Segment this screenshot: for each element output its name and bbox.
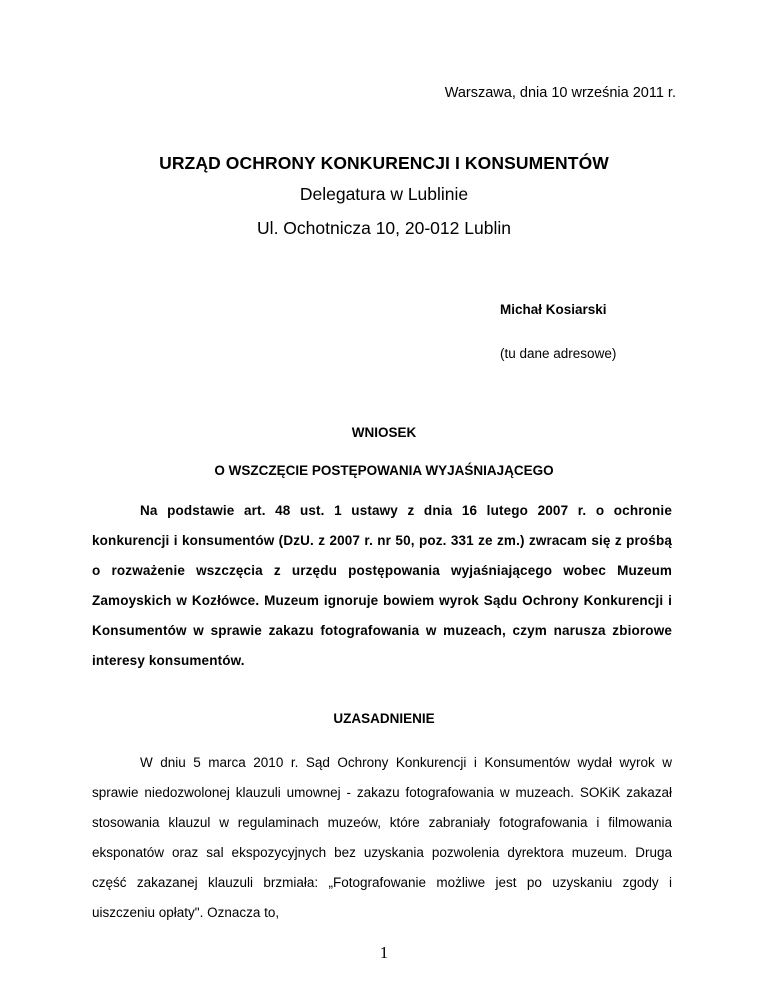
justification-body-text: W dniu 5 marca 2010 r. Sąd Ochrony Konkurencji i Konsumentów wydał wyrok w sprawie niedozwolonej klauzuli umownej - zakazu fotografowania w muzeach. SOKiK zakazał stosowania klauzul w regulaminach muzeów, które zabraniały fotografowania i filmowania eksponatów oraz sal ekspozycyjnych bez uzyskania pozwolenia dyrektora muzeum. Druga część zakazanej klauzuli brzmiała: „Fotografowanie możliwe jest po uzyskaniu zgody i uiszczeniu opłaty". Oznacza to, (92, 755, 672, 920)
office-delegation: Delegatura w Lublinie (299, 184, 469, 204)
page-number: 1 (379, 943, 389, 962)
office-name: URZĄD OCHRONY KONKURENCJI I KONSUMENTÓW (159, 153, 609, 173)
request-body-text: Na podstawie art. 48 ust. 1 ustawy z dnia 16 lutego 2007 r. o ochronie konkurencji i konsumentów (DzU. z 2007 r. nr 50, poz. 331 ze zm.) zwracam się z prośbą o rozważenie wszczęcia z urzędu postępowania wyjaśniającego wobec Muzeum Zamoyskich w Kozłówce. Muzeum ignoruje bowiem wyrok Sądu Ochrony Konkurencji i Konsumentów w sprawie zakazu fotografowania w muzeach, czym narusza zbiorowe interesy konsumentów. (92, 503, 672, 668)
sender-address-placeholder: (tu dane adresowe) (500, 346, 617, 361)
sender-name: Michał Kosiarski (500, 302, 607, 317)
justification-body (92, 748, 672, 928)
request-subtitle: O WSZCZĘCIE POSTĘPOWANIA WYJAŚNIAJĄCEGO (214, 463, 554, 478)
document-date: Warszawa, dnia 10 września 2011 r. (444, 85, 676, 101)
request-body (92, 496, 672, 676)
office-address: Ul. Ochotnicza 10, 20-012 Lublin (257, 218, 511, 238)
request-title: WNIOSEK (351, 425, 417, 440)
justification-title: UZASADNIENIE (333, 711, 435, 726)
